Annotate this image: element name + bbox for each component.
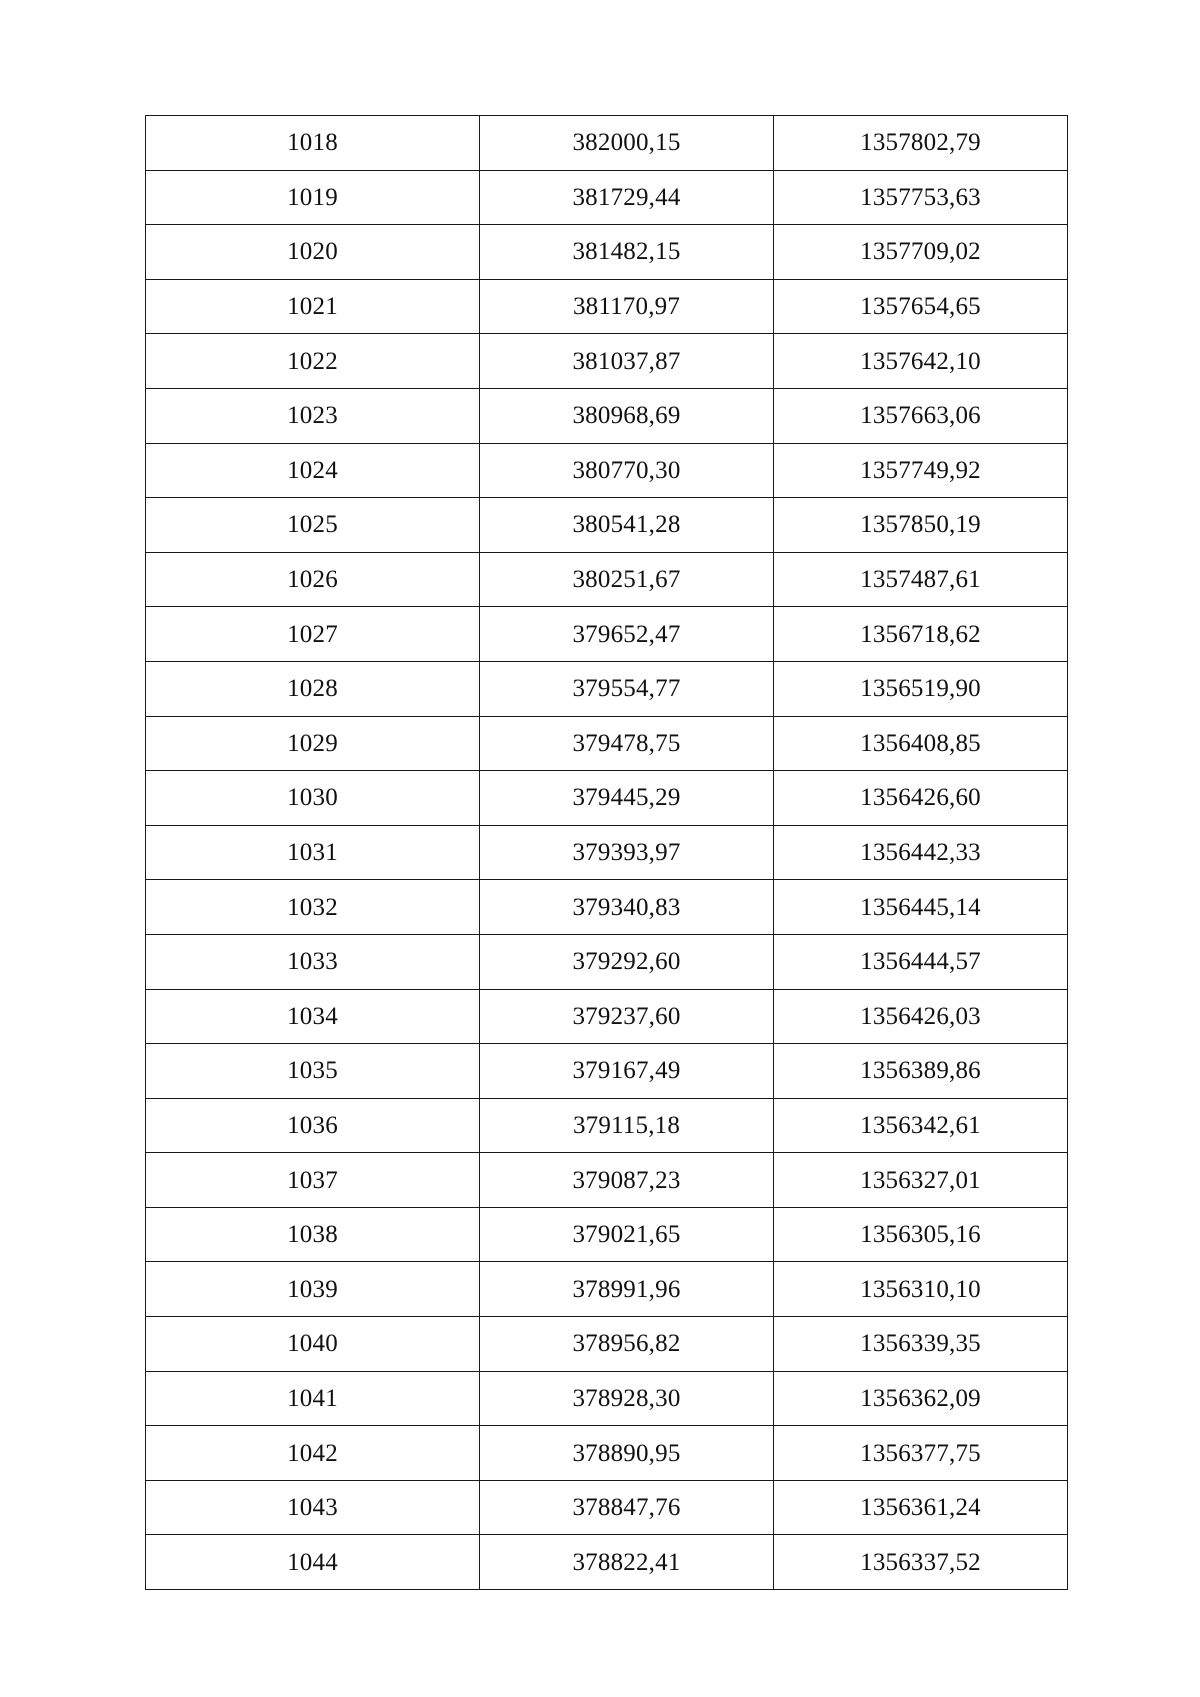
point-number-cell: 1018 [146,116,480,171]
x-coordinate-cell: 381482,15 [480,225,774,280]
y-coordinate-cell: 1356442,33 [774,825,1068,880]
table-row [146,771,1068,826]
x-coordinate-cell: 379021,65 [480,1207,774,1262]
table-row [146,443,1068,498]
x-coordinate-cell: 379554,77 [480,661,774,716]
y-coordinate-cell: 1356445,14 [774,880,1068,935]
point-number-cell: 1033 [146,934,480,989]
x-coordinate-cell: 379087,23 [480,1153,774,1208]
point-number-cell: 1039 [146,1262,480,1317]
point-number-cell: 1023 [146,388,480,443]
table-row [146,225,1068,280]
y-coordinate-cell: 1356408,85 [774,716,1068,771]
table-row [146,607,1068,662]
x-coordinate-cell: 381729,44 [480,170,774,225]
y-coordinate-cell: 1356327,01 [774,1153,1068,1208]
x-coordinate-cell: 378991,96 [480,1262,774,1317]
y-coordinate-cell: 1356519,90 [774,661,1068,716]
point-number-cell: 1038 [146,1207,480,1262]
point-number-cell: 1026 [146,552,480,607]
x-coordinate-cell: 382000,15 [480,116,774,171]
table-row [146,1371,1068,1426]
point-number-cell: 1021 [146,279,480,334]
point-number-cell: 1037 [146,1153,480,1208]
point-number-cell: 1031 [146,825,480,880]
point-number-cell: 1043 [146,1480,480,1535]
table-row [146,170,1068,225]
point-number-cell: 1025 [146,498,480,553]
point-number-cell: 1030 [146,771,480,826]
table-row [146,989,1068,1044]
y-coordinate-cell: 1356389,86 [774,1044,1068,1099]
y-coordinate-cell: 1356362,09 [774,1371,1068,1426]
x-coordinate-cell: 379167,49 [480,1044,774,1099]
table-row [146,880,1068,935]
point-number-cell: 1019 [146,170,480,225]
y-coordinate-cell: 1357663,06 [774,388,1068,443]
x-coordinate-cell: 379445,29 [480,771,774,826]
point-number-cell: 1028 [146,661,480,716]
table-row [146,1098,1068,1153]
x-coordinate-cell: 378822,41 [480,1535,774,1590]
x-coordinate-cell: 379652,47 [480,607,774,662]
x-coordinate-cell: 381170,97 [480,279,774,334]
point-number-cell: 1035 [146,1044,480,1099]
x-coordinate-cell: 380770,30 [480,443,774,498]
x-coordinate-cell: 380968,69 [480,388,774,443]
x-coordinate-cell: 379115,18 [480,1098,774,1153]
y-coordinate-cell: 1357642,10 [774,334,1068,389]
x-coordinate-cell: 379292,60 [480,934,774,989]
x-coordinate-cell: 379340,83 [480,880,774,935]
y-coordinate-cell: 1356426,60 [774,771,1068,826]
table-row [146,552,1068,607]
point-number-cell: 1027 [146,607,480,662]
x-coordinate-cell: 379237,60 [480,989,774,1044]
y-coordinate-cell: 1357487,61 [774,552,1068,607]
table-row [146,1317,1068,1372]
table-row [146,1153,1068,1208]
y-coordinate-cell: 1357802,79 [774,116,1068,171]
coordinates-table [145,115,1068,1590]
table-row [146,1426,1068,1481]
table-row [146,279,1068,334]
y-coordinate-cell: 1357850,19 [774,498,1068,553]
table-row [146,498,1068,553]
y-coordinate-cell: 1356337,52 [774,1535,1068,1590]
table-row [146,1044,1068,1099]
table-row [146,825,1068,880]
y-coordinate-cell: 1356426,03 [774,989,1068,1044]
table-row [146,1207,1068,1262]
y-coordinate-cell: 1357749,92 [774,443,1068,498]
table-row [146,1262,1068,1317]
point-number-cell: 1022 [146,334,480,389]
point-number-cell: 1024 [146,443,480,498]
point-number-cell: 1032 [146,880,480,935]
table-row [146,934,1068,989]
x-coordinate-cell: 378847,76 [480,1480,774,1535]
x-coordinate-cell: 379478,75 [480,716,774,771]
point-number-cell: 1044 [146,1535,480,1590]
x-coordinate-cell: 379393,97 [480,825,774,880]
x-coordinate-cell: 378890,95 [480,1426,774,1481]
table-row [146,388,1068,443]
y-coordinate-cell: 1356310,10 [774,1262,1068,1317]
point-number-cell: 1040 [146,1317,480,1372]
x-coordinate-cell: 378928,30 [480,1371,774,1426]
table-row [146,661,1068,716]
point-number-cell: 1029 [146,716,480,771]
y-coordinate-cell: 1356305,16 [774,1207,1068,1262]
x-coordinate-cell: 380251,67 [480,552,774,607]
point-number-cell: 1042 [146,1426,480,1481]
point-number-cell: 1041 [146,1371,480,1426]
point-number-cell: 1020 [146,225,480,280]
table-row [146,334,1068,389]
point-number-cell: 1034 [146,989,480,1044]
y-coordinate-cell: 1357709,02 [774,225,1068,280]
x-coordinate-cell: 380541,28 [480,498,774,553]
coordinates-table-body [146,116,1068,1590]
table-row [146,1535,1068,1590]
table-row [146,1480,1068,1535]
y-coordinate-cell: 1357654,65 [774,279,1068,334]
y-coordinate-cell: 1357753,63 [774,170,1068,225]
point-number-cell: 1036 [146,1098,480,1153]
table-row [146,116,1068,171]
y-coordinate-cell: 1356377,75 [774,1426,1068,1481]
y-coordinate-cell: 1356339,35 [774,1317,1068,1372]
table-row [146,716,1068,771]
y-coordinate-cell: 1356361,24 [774,1480,1068,1535]
x-coordinate-cell: 378956,82 [480,1317,774,1372]
y-coordinate-cell: 1356342,61 [774,1098,1068,1153]
y-coordinate-cell: 1356718,62 [774,607,1068,662]
x-coordinate-cell: 381037,87 [480,334,774,389]
y-coordinate-cell: 1356444,57 [774,934,1068,989]
